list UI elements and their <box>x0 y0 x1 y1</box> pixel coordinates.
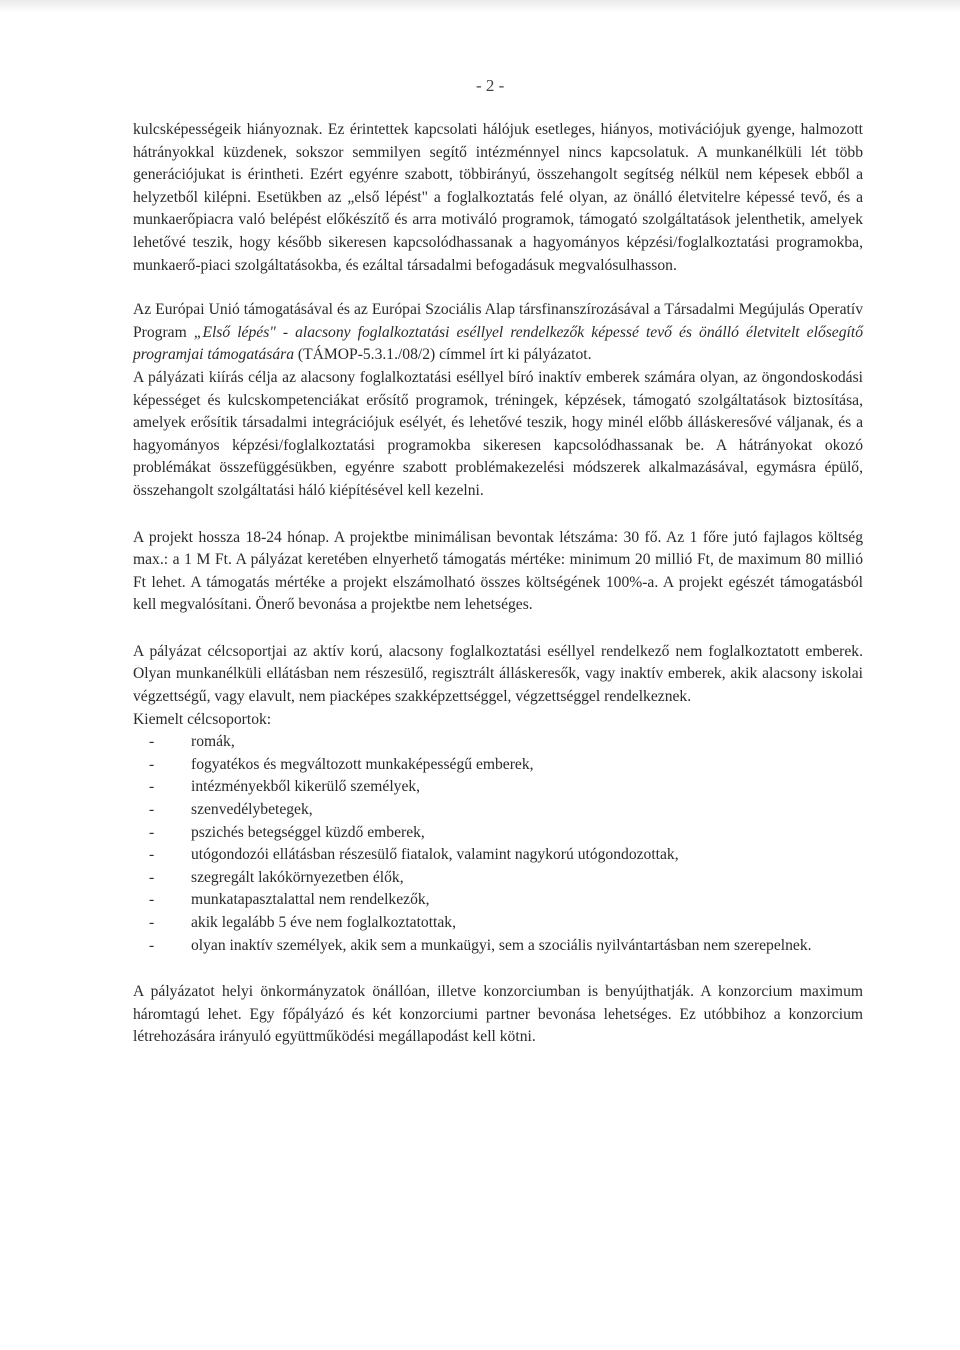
list-item-text: intézményekből kikerülő személyek, <box>191 778 421 796</box>
list-item-text: szegregált lakókörnyezetben élők, <box>191 868 404 886</box>
list-dash: - <box>149 801 155 819</box>
list-dash: - <box>149 868 155 886</box>
list-dash: - <box>149 733 155 751</box>
paragraph-spacer <box>133 617 863 641</box>
scan-edge-shadow <box>0 0 960 12</box>
list-item-text: romák, <box>191 733 235 751</box>
list-item <box>133 822 863 845</box>
program-title: „Első lépés" - alacsony foglalkoztatási eséllyel rendelkezők képessé tevő és önálló életvitelt elősegítő programjai támogatására <box>133 323 863 364</box>
list-item-text: pszichés betegséggel küzdő emberek, <box>191 823 425 841</box>
paragraph-spacer <box>133 503 863 527</box>
list-dash: - <box>149 755 155 773</box>
paragraph-6: A pályázatot helyi önkormányzatok önállóan, illetve konzorciumban is benyújthatják. A konzorcium maximum háromtagú lehet. Egy főpályázó és két konzorciumi partner bevonása lehetséges. Ez utóbbihoz a konzorcium létrehozására irányuló együttműködési megállapodást kell kötni. <box>133 983 863 1046</box>
list-dash: - <box>149 823 155 841</box>
paragraph-3: A pályázati kiírás célja az alacsony foglalkoztatási eséllyel bíró inaktív emberek számára olyan, az öngondoskodási képességet és kulcskompetenciákat erősítő programok, tréningek, képzések, támogató szolgáltatások biztosítása, amelyek erősítik társadalmi integrációjuk esélyét, és lehetővé teszik, hogy minél előbb álláskeresővé váljanak, és a hagyományos képzési/foglalkoztatási programokba sikeresen kapcsolódhassanak be. A hátrányokat okozó problémákat összefüggésükben, egyénre szabott problémakezelési módszerek alkalmazásával, egymásra épülő, összehangolt szolgáltatási háló kiépítésével kell kezelni. <box>133 368 863 499</box>
list-item <box>133 799 863 822</box>
list-item <box>133 731 863 754</box>
paragraph-2-end: (TÁMOP-5.3.1./08/2) címmel írt ki pályázatot. <box>294 346 592 364</box>
list-dash: - <box>149 846 155 864</box>
paragraph-spacer <box>133 277 863 299</box>
paragraph-5: A pályázat célcsoportjai az aktív korú, alacsony foglalkoztatási eséllyel rendelkező nem foglalkoztatott emberek. Olyan munkanélküli ellátásban nem részesülő, regisztrált álláskeresők, vagy inaktív emberek, akik alacsony iskolai végzettségű, vagy elavult, nem piacképes szakképzettséggel, végzettséggel rendelkeznek. <box>133 642 863 706</box>
list-dash: - <box>149 778 155 796</box>
list-item-text: utógondozói ellátásban részesülő fiatalok, valamint nagykorú utógondozottak, <box>191 846 679 864</box>
list-item <box>133 912 863 935</box>
paragraph-2 <box>133 299 863 367</box>
list-item-text: olyan inaktív személyek, akik sem a munkaügyi, sem a szociális nyilvántartásban nem szerepelnek. <box>191 936 812 954</box>
list-item-text: munkatapasztalattal nem rendelkezők, <box>191 891 430 909</box>
list-item <box>133 776 863 799</box>
paragraph-4: A projekt hossza 18-24 hónap. A projektbe minimálisan bevontak létszáma: 30 fő. Az 1 főre jutó fajlagos költség max.: a 1 M Ft. A pályázat keretében elnyerhető támogatás mértéke: minimum 20 millió Ft, de maximum 80 millió Ft lehet. A támogatás mértéke a projekt elszámolható összes költségének 100%-a. A projekt egészét támogatásból kell megvalósítani. Önerő bevonása a projektbe nem lehetséges. <box>133 528 863 614</box>
list-item-text: fogyatékos és megváltozott munkaképességű emberek, <box>191 755 534 773</box>
document-body <box>133 119 863 1049</box>
paragraph-1: kulcsképességeik hiányoznak. Ez érintettek kapcsolati hálójuk esetleges, hiányos, motivációjuk gyenge, halmozott hátrányokkal küzdenek, sokszor semmilyen segítő intézménnyel nincs kapcsolatuk. A munkanélküli lét több generációjukat is érintheti. Ezért egyénre szabott, többirányú, összehangolt segítség nélkül nem képesek ebből a helyzetből kilépni. Esetükben az „első lépést" a foglalkoztatás felé olyan, az önálló életvitelre képessé tevő, és a munkaerőpiacra való belépést előkészítő és arra motiváló programok, támogató szolgáltatások jelenthetik, amelyek lehetővé teszik, hogy később sikeresen kapcsolódhassanak a hagyományos képzési/foglalkoztatási programokba, munkaerő-piaci szolgáltatásokba, és ezáltal társadalmi befogadásuk megvalósulhasson. <box>133 121 863 274</box>
list-dash: - <box>149 936 155 954</box>
list-item <box>133 867 863 890</box>
paragraph-2-start: Az Európai Unió támogatásával és az Európai Szociális Alap társfinanszírozásával a Társadalmi Megújulás Operatív Program <box>133 301 863 341</box>
target-group-list <box>133 731 863 957</box>
list-item-text: szenvedélybetegek, <box>191 801 313 819</box>
list-dash: - <box>149 891 155 909</box>
list-dash: - <box>149 914 155 931</box>
list-item <box>133 935 863 958</box>
list-item <box>133 844 863 867</box>
page-number: - 2 - <box>476 76 505 95</box>
list-item <box>133 754 863 777</box>
list-item <box>133 889 863 912</box>
paragraph-spacer <box>133 957 863 981</box>
list-item-text: akik legalább 5 éve nem foglalkoztatottak, <box>191 914 456 931</box>
list-heading: Kiemelt célcsoportok: <box>133 710 272 728</box>
